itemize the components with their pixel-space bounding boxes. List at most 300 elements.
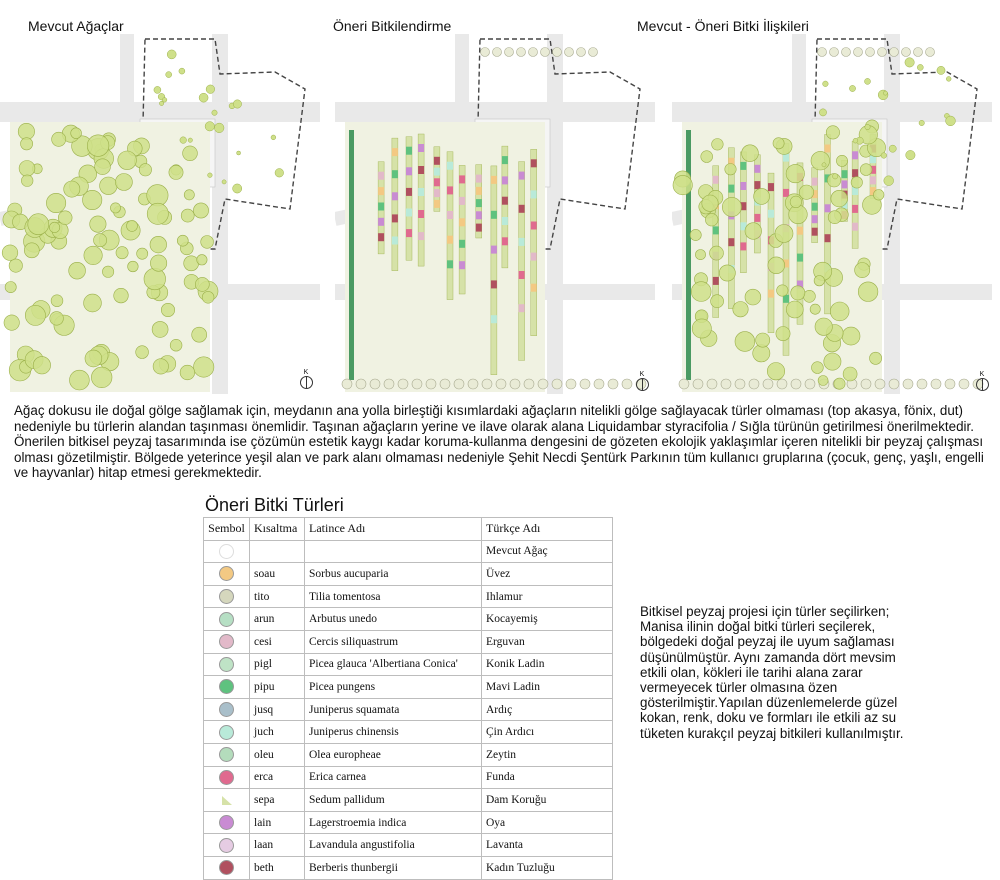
header-abbr: Kısaltma <box>250 518 305 541</box>
table-row <box>204 766 613 789</box>
tree-symbol <box>205 122 214 131</box>
species-abbr: arun <box>250 608 305 631</box>
tree-symbol <box>865 78 871 84</box>
shrub-accent <box>531 190 537 198</box>
road <box>547 34 563 394</box>
species-turkish-name: Üvez <box>482 563 613 586</box>
tree-symbol <box>84 294 102 312</box>
shrub-accent <box>406 229 412 237</box>
tree-symbol <box>161 303 174 316</box>
perimeter-tree <box>580 379 590 389</box>
circle-symbol-icon <box>219 657 234 672</box>
tree-symbol <box>147 185 168 206</box>
tree-symbol <box>791 286 805 300</box>
perimeter-tree <box>721 379 731 389</box>
species-turkish-name: Ihlamur <box>482 585 613 608</box>
shrub-accent <box>476 211 482 219</box>
tree-symbol <box>179 68 185 74</box>
perimeter-tree <box>440 379 450 389</box>
shrub-accent <box>754 214 760 222</box>
perimeter-tree <box>481 48 490 57</box>
perimeter-tree <box>529 48 538 57</box>
tree-symbol <box>193 203 208 218</box>
tree-symbol <box>50 312 64 326</box>
tree-symbol <box>745 289 761 305</box>
species-symbol <box>204 834 250 857</box>
species-symbol <box>204 811 250 834</box>
shrub-accent <box>754 165 760 173</box>
perimeter-tree <box>517 48 526 57</box>
tree-symbol <box>94 234 107 247</box>
shrub-accent <box>713 277 719 285</box>
tree-symbol <box>853 138 858 143</box>
species-turkish-name: Ardıç <box>482 698 613 721</box>
perimeter-tree <box>945 379 955 389</box>
shrub-accent <box>852 205 858 213</box>
shrub-accent <box>418 144 424 152</box>
tree-symbol <box>745 223 762 240</box>
perimeter-tree <box>959 379 969 389</box>
perimeter-tree <box>505 48 514 57</box>
tree-symbol <box>777 285 788 296</box>
map-relations <box>672 34 992 394</box>
perimeter-tree <box>356 379 366 389</box>
shrub-accent <box>491 246 497 254</box>
table-row <box>204 811 613 834</box>
table-row <box>204 630 613 653</box>
tree-symbol <box>767 363 784 380</box>
tree-symbol <box>702 195 718 211</box>
tree-symbol <box>673 175 692 194</box>
tree-symbol <box>118 151 137 170</box>
perimeter-tree <box>805 379 815 389</box>
tree-symbol <box>195 277 209 291</box>
species-symbol <box>204 766 250 789</box>
shrub-accent <box>476 199 482 207</box>
planting-bed <box>406 137 412 261</box>
tree-symbol <box>275 169 284 178</box>
perimeter-tree <box>878 48 887 57</box>
tree-symbol <box>208 173 213 178</box>
tree-symbol <box>70 370 90 390</box>
tree-symbol <box>214 123 224 133</box>
tree-symbol <box>4 315 19 330</box>
tree-symbol <box>919 120 924 125</box>
perimeter-tree <box>931 379 941 389</box>
tree-symbol <box>833 174 838 179</box>
tree-symbol <box>51 295 63 307</box>
species-symbol <box>204 743 250 766</box>
tree-symbol <box>52 132 66 146</box>
tree-symbol <box>712 139 724 151</box>
tree-symbol <box>206 85 215 94</box>
tree-symbol <box>735 332 755 352</box>
species-symbol <box>204 698 250 721</box>
species-latin-name: Lagerstroemia indica <box>305 811 482 834</box>
table-row <box>204 856 613 879</box>
shrub-accent <box>491 315 497 323</box>
shrub-accent <box>531 222 537 230</box>
circle-symbol-icon <box>219 634 234 649</box>
perimeter-tree <box>566 379 576 389</box>
tree-symbol <box>719 265 735 281</box>
table-row <box>204 743 613 766</box>
planting-bed <box>519 162 525 361</box>
perimeter-tree <box>902 48 911 57</box>
tree-symbol <box>905 58 914 67</box>
shrub-accent <box>783 154 789 162</box>
tree-symbol <box>733 302 748 317</box>
circle-symbol-icon <box>219 815 234 830</box>
species-abbr: tito <box>250 585 305 608</box>
tree-symbol <box>5 282 16 293</box>
tree-symbol <box>167 50 176 59</box>
perimeter-tree <box>791 379 801 389</box>
planting-bed <box>459 165 465 294</box>
perimeter-tree <box>693 379 703 389</box>
species-abbr: jusq <box>250 698 305 721</box>
tree-symbol <box>836 155 847 166</box>
tree-symbol <box>201 236 214 249</box>
table-row <box>204 676 613 699</box>
shrub-accent <box>519 271 525 279</box>
tree-symbol <box>162 98 167 103</box>
shrub-accent <box>825 204 831 212</box>
north-arrow-icon: K <box>974 371 990 391</box>
shrub-accent <box>825 234 831 242</box>
north-arrow-icon: K <box>298 369 314 389</box>
tree-symbol <box>154 86 161 93</box>
perimeter-tree <box>917 379 927 389</box>
perimeter-tree <box>608 379 618 389</box>
table-header-row <box>204 518 613 541</box>
tree-symbol <box>85 350 102 367</box>
shrub-accent <box>378 187 384 195</box>
shrub-accent <box>812 178 818 186</box>
species-latin-name: Picea pungens <box>305 676 482 699</box>
tree-symbol <box>860 164 872 176</box>
shrub-accent <box>378 172 384 180</box>
shrub-accent <box>418 210 424 218</box>
tree-symbol <box>169 165 183 179</box>
tree-symbol <box>865 124 870 129</box>
tree-symbol <box>842 327 860 345</box>
tree-symbol <box>180 365 195 380</box>
shrub-accent <box>713 226 719 234</box>
tree-symbol <box>810 304 820 314</box>
shrub-accent <box>713 176 719 184</box>
tree-symbol <box>695 250 705 260</box>
tree-symbol <box>184 256 199 271</box>
species-latin-name: Tilia tomentosa <box>305 585 482 608</box>
hedge-row <box>349 130 354 380</box>
map-proposed-planting <box>335 34 655 394</box>
perimeter-tree <box>541 48 550 57</box>
planting-bed <box>531 149 537 335</box>
perimeter-tree <box>875 379 885 389</box>
tree-symbol <box>834 378 845 389</box>
shrub-accent <box>502 237 508 245</box>
tree-symbol <box>881 153 887 159</box>
shrub-accent <box>434 178 440 186</box>
tree-symbol <box>233 184 242 193</box>
perimeter-tree <box>842 48 851 57</box>
tree-symbol <box>184 190 194 200</box>
species-symbol <box>204 540 250 563</box>
species-symbol <box>204 585 250 608</box>
shrub-accent <box>476 187 482 195</box>
perimeter-tree <box>552 379 562 389</box>
shrub-accent <box>491 176 497 184</box>
perimeter-tree <box>468 379 478 389</box>
perimeter-tree <box>890 48 899 57</box>
tree-symbol <box>69 262 86 279</box>
tree-symbol <box>222 180 226 184</box>
header-turkish: Türkçe Adı <box>482 518 613 541</box>
tree-symbol <box>692 319 711 338</box>
shrub-accent <box>812 215 818 223</box>
circle-symbol-icon <box>219 860 234 875</box>
species-turkish-name: Funda <box>482 766 613 789</box>
shrub-accent <box>728 238 734 246</box>
tree-symbol <box>826 126 839 139</box>
tree-symbol <box>812 362 824 374</box>
species-abbr: pigl <box>250 653 305 676</box>
tree-symbol <box>188 138 192 142</box>
shrub-accent <box>406 209 412 217</box>
species-latin-name: Arbutus unedo <box>305 608 482 631</box>
perimeter-tree <box>861 379 871 389</box>
tree-symbol <box>91 367 112 388</box>
perimeter-tree <box>594 379 604 389</box>
shrub-accent <box>418 166 424 174</box>
perimeter-tree <box>763 379 773 389</box>
perimeter-tree <box>577 48 586 57</box>
shrub-accent <box>842 170 848 178</box>
tree-symbol <box>711 295 724 308</box>
tree-symbol <box>946 116 956 126</box>
tree-symbol <box>180 137 187 144</box>
tree-symbol <box>815 318 832 335</box>
tree-symbol <box>18 123 34 139</box>
shrub-accent <box>434 168 440 176</box>
tree-symbol <box>830 302 849 321</box>
species-symbol <box>204 563 250 586</box>
tree-symbol <box>823 81 829 87</box>
shrub-accent <box>870 176 876 184</box>
shrub-accent <box>392 192 398 200</box>
perimeter-tree <box>510 379 520 389</box>
species-abbr <box>250 540 305 563</box>
tree-symbol <box>917 64 923 70</box>
shrub-accent <box>825 145 831 153</box>
shrub-accent <box>531 253 537 261</box>
tree-symbol <box>824 353 841 370</box>
shrub-accent <box>406 167 412 175</box>
shrub-accent <box>491 280 497 288</box>
perimeter-tree <box>589 48 598 57</box>
species-latin-name: Picea glauca 'Albertiana Conica' <box>305 653 482 676</box>
tree-symbol <box>742 145 759 162</box>
species-latin-name: Lavandula angustifolia <box>305 834 482 857</box>
tree-symbol <box>858 282 878 302</box>
table-row <box>204 608 613 631</box>
shrub-accent <box>531 159 537 167</box>
perimeter-tree <box>622 379 632 389</box>
tree-symbol <box>937 66 945 74</box>
planting-bed <box>502 146 508 268</box>
tree-symbol <box>152 321 168 337</box>
tree-symbol <box>110 203 120 213</box>
shrub-accent <box>531 284 537 292</box>
shrub-accent <box>392 237 398 245</box>
perimeter-tree <box>493 48 502 57</box>
planting-bed <box>392 138 398 271</box>
tree-symbol <box>116 247 128 259</box>
table-row <box>204 563 613 586</box>
species-symbol <box>204 608 250 631</box>
tree-symbol <box>84 246 102 264</box>
species-latin-name: Berberis thunbergii <box>305 856 482 879</box>
tree-symbol <box>24 243 39 258</box>
shrub-accent <box>768 290 774 298</box>
species-latin-name <box>305 540 482 563</box>
shrub-accent <box>502 176 508 184</box>
tree-symbol <box>127 220 138 231</box>
circle-symbol-icon <box>219 770 234 785</box>
circle-symbol-icon <box>219 838 234 853</box>
tree-symbol <box>33 357 50 374</box>
tree-symbol <box>233 100 241 108</box>
shrub-accent <box>378 218 384 226</box>
species-symbol <box>204 653 250 676</box>
triangle-symbol-icon <box>222 796 232 805</box>
shrub-accent <box>392 214 398 222</box>
species-latin-name: Olea europheae <box>305 743 482 766</box>
tree-symbol <box>754 188 770 204</box>
species-symbol <box>204 676 250 699</box>
perimeter-tree <box>553 48 562 57</box>
shrub-accent <box>502 197 508 205</box>
tree-symbol <box>725 164 736 175</box>
species-abbr: beth <box>250 856 305 879</box>
planting-bed <box>491 166 497 375</box>
table-row <box>204 540 613 563</box>
perimeter-tree <box>889 379 899 389</box>
shrub-accent <box>459 175 465 183</box>
species-abbr: lain <box>250 811 305 834</box>
tree-symbol <box>768 257 785 274</box>
perimeter-tree <box>866 48 875 57</box>
tree-symbol <box>128 261 139 272</box>
perimeter-tree <box>482 379 492 389</box>
tree-symbol <box>701 151 713 163</box>
tree-symbol <box>855 263 870 278</box>
tree-symbol <box>170 339 182 351</box>
shrub-accent <box>476 175 482 183</box>
shrub-accent <box>728 185 734 193</box>
species-latin-name: Sorbus aucuparia <box>305 563 482 586</box>
tree-symbol <box>814 276 824 286</box>
shrub-accent <box>768 210 774 218</box>
shrub-accent <box>502 217 508 225</box>
road <box>884 34 900 394</box>
tree-symbol <box>150 255 166 271</box>
road <box>455 34 469 114</box>
perimeter-tree <box>735 379 745 389</box>
tree-symbol <box>870 352 882 364</box>
tree-symbol <box>137 248 148 259</box>
shrub-accent <box>476 224 482 232</box>
perimeter-tree <box>777 379 787 389</box>
tree-symbol <box>197 255 207 265</box>
circle-symbol-icon <box>219 702 234 717</box>
shrub-accent <box>459 240 465 248</box>
map-title-proposed: Öneri Bitkilendirme <box>333 18 452 34</box>
species-turkish-name: Kadın Tuzluğu <box>482 856 613 879</box>
tree-symbol <box>212 110 217 115</box>
perimeter-tree <box>707 379 717 389</box>
shrub-accent <box>447 260 453 268</box>
shrub-accent <box>740 182 746 190</box>
perimeter-tree <box>398 379 408 389</box>
tree-symbol <box>690 229 701 240</box>
map-title-relations: Mevcut - Öneri Bitki İlişkileri <box>637 18 809 34</box>
shrub-accent <box>797 254 803 262</box>
tree-symbol <box>811 151 830 170</box>
table-row <box>204 834 613 857</box>
circle-symbol-icon <box>219 612 234 627</box>
species-symbol <box>204 721 250 744</box>
species-latin-name: Juniperus squamata <box>305 698 482 721</box>
tree-symbol <box>21 175 33 187</box>
tree-symbol <box>28 214 49 235</box>
species-turkish-name: Erguvan <box>482 630 613 653</box>
tree-symbol <box>818 376 828 386</box>
perimeter-tree <box>830 48 839 57</box>
tree-symbol <box>756 333 770 347</box>
tree-symbol <box>183 146 198 161</box>
tree-symbol <box>831 190 848 207</box>
tree-symbol <box>49 222 59 232</box>
perimeter-tree <box>914 48 923 57</box>
circle-symbol-icon <box>219 544 234 559</box>
shrub-accent <box>418 232 424 240</box>
species-turkish-name: Lavanta <box>482 834 613 857</box>
shrub-accent <box>392 170 398 178</box>
perimeter-tree <box>342 379 352 389</box>
shrub-accent <box>447 211 453 219</box>
perimeter-tree <box>426 379 436 389</box>
shrub-accent <box>502 156 508 164</box>
shrub-accent <box>783 189 789 197</box>
perimeter-tree <box>370 379 380 389</box>
tree-symbol <box>271 135 276 140</box>
side-description: Bitkisel peyzaj projesi için türler seçilirken; Manisa ilinin doğal bitki türleri seçilerek, bölgedeki doğal peyzaj ile uyum sağlaması düşünülmüştür. Aynı zamanda dört mevsim etkili olan, kökleri ile tarihi alana zarar vermeyecek türler olmasına özen gösterilmiştir.Yapılan düzenlemelerde güzel kokan, renk, doku ve formları ile etkili az su tüketen kurakçıl peyzaj bitkileri kullanılmıştır. <box>640 604 904 741</box>
tree-symbol <box>843 367 857 381</box>
table-row <box>204 789 613 812</box>
tree-symbol <box>166 72 172 78</box>
tree-symbol <box>819 109 826 116</box>
tree-symbol <box>883 91 887 95</box>
tree-symbol <box>100 177 118 195</box>
tree-symbol <box>64 181 80 197</box>
shrub-accent <box>519 205 525 213</box>
shrub-accent <box>842 180 848 188</box>
shrub-accent <box>459 261 465 269</box>
tree-symbol <box>102 266 113 277</box>
map-title-existing: Mevcut Ağaçlar <box>28 18 124 34</box>
